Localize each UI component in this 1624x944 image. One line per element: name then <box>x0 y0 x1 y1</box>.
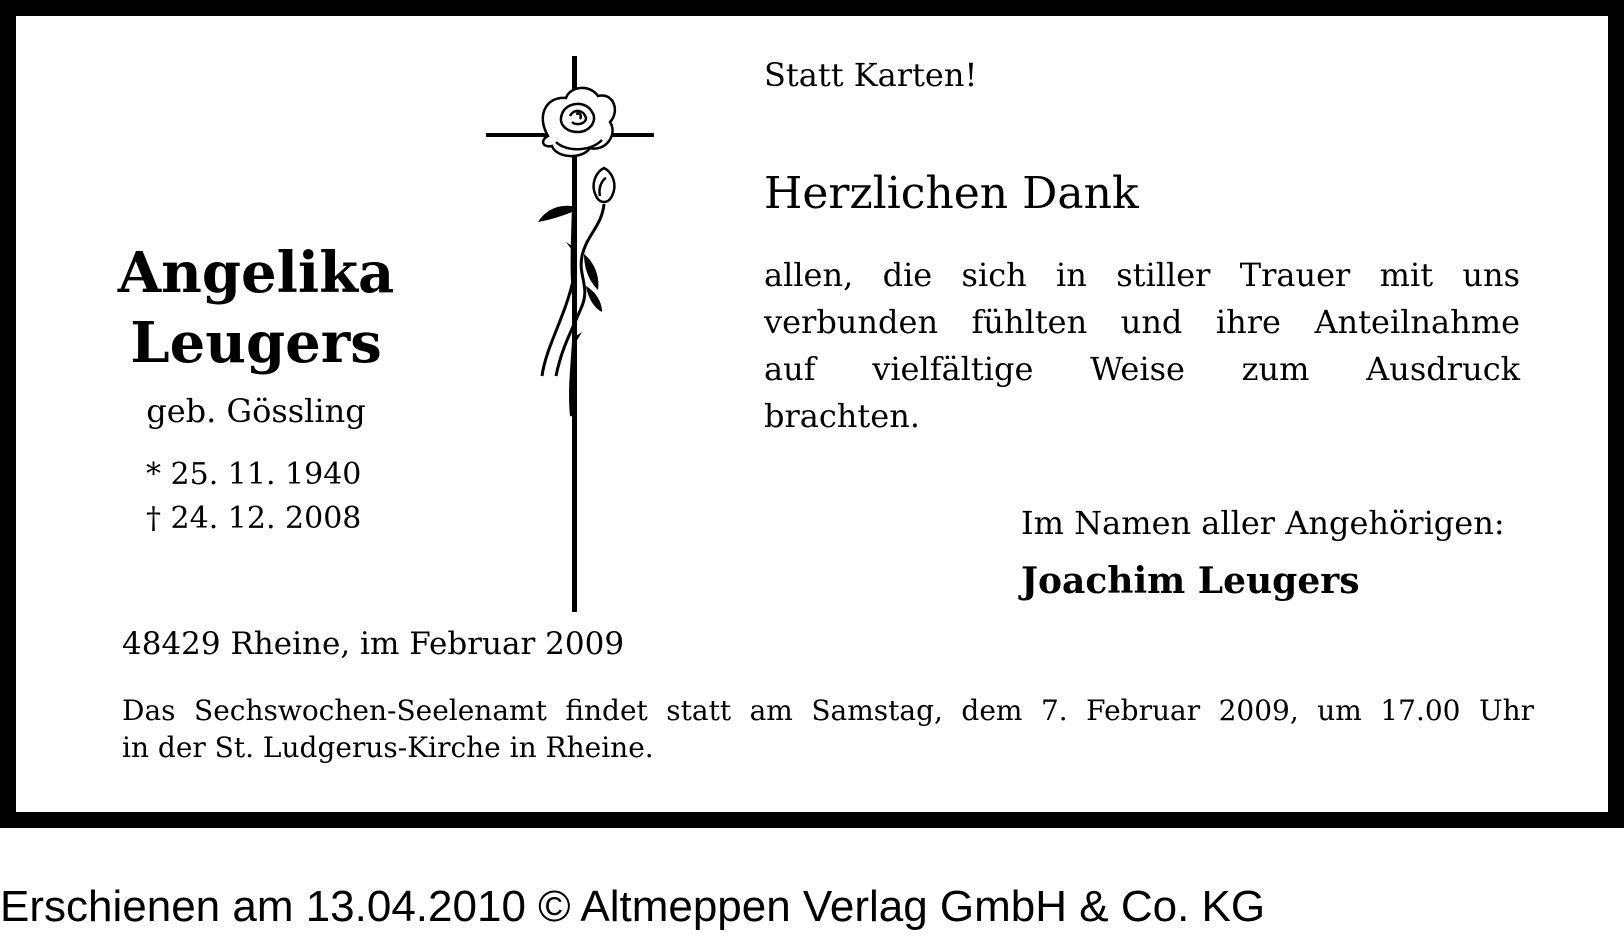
notice-card <box>16 16 1608 812</box>
deceased-last-name: Leugers <box>130 310 382 376</box>
thanks-message <box>764 252 1520 440</box>
heading-herzlichen-dank: Herzlichen Dank <box>764 168 1139 219</box>
deceased-first-name: Angelika <box>117 240 395 306</box>
thanks-message-line: verbunden fühlten und ihre Anteilnahme <box>764 303 1520 341</box>
thanks-message-line: allen, die sich in stiller Trauer mit uns <box>764 256 1520 294</box>
publication-footer: Erschienen am 13.04.2010 © Altmeppen Verlag GmbH & Co. KG <box>0 882 1266 931</box>
on-behalf-line: Im Namen aller Angehörigen: <box>1021 504 1505 542</box>
statt-karten-line: Statt Karten! <box>764 56 978 94</box>
birth-date: * 25. 11. 1940 <box>146 457 362 492</box>
thanks-message-line: auf vielfältige Weise zum Ausdruck <box>764 350 1520 388</box>
thanks-message-line: brachten. <box>764 397 920 435</box>
mass-notice-line: Das Sechswochen-Seelenamt findet statt am Samstag, dem 7. Februar 2009, um 17.00 Uhr <box>122 694 1534 727</box>
signer-name: Joachim Leugers <box>1021 560 1360 602</box>
mass-notice-line: in der St. Ludgerus-Kirche in Rheine. <box>122 731 654 764</box>
place-date: 48429 Rheine, im Februar 2009 <box>122 626 625 662</box>
cross-with-rose-icon <box>486 56 666 616</box>
mass-notice <box>122 692 1534 766</box>
death-date: † 24. 12. 2008 <box>146 501 362 536</box>
birth-name: geb. Gössling <box>146 392 366 430</box>
